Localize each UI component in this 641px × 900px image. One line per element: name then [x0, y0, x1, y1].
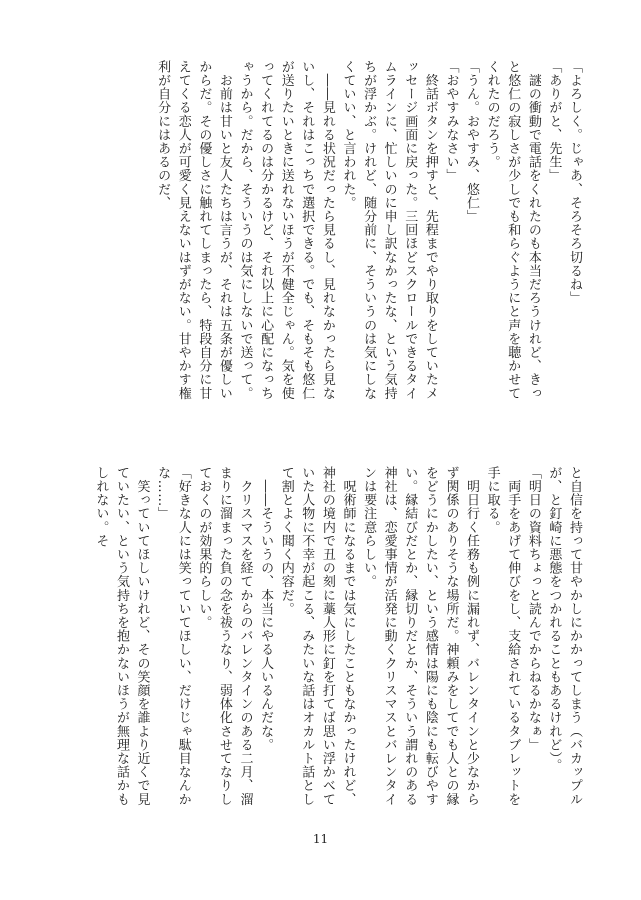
paragraph: 「おやすみなさい」 [443, 60, 459, 183]
paragraph: ――見れる状況だったら見るし、見れなかったら見ないし、それはこっちで選択できる。でも、そもそも悠仁が送りたいときに送れないほうが不健全じゃん。気を使ってくれてるのは分かるけど、それ以上に心配になっちゃうから。だから、そういうのは気にしないで送って。 [237, 60, 335, 400]
paragraph: 「うん。おやすみ、悠仁」 [464, 60, 480, 224]
paragraph: 謎の衝動で電話をくれたのも本当だろうけれど、きっと悠仁の寂しさが少しでも和らぐようにと声を聴かせてくれたのだろう。 [484, 60, 541, 400]
paragraph: 終話ボタンを押すと、先程までやり取りをしていたメッセージ画面に戻った。三回ほどスクロールできるタイムラインに、忙しいのに申し訳なかったな、という気持ちが浮かぶ。けれど、随分前に、そういうのは気にしなくていい、と言われた。 [340, 60, 438, 400]
paragraph: 「ありがと、先生」 [546, 60, 562, 183]
paragraph: ――そういうの、本当にやる人いるんだな。 [258, 466, 274, 752]
paragraph: 「好きな人には笑っていてほしい、だけじゃ駄目なんかな……」 [155, 466, 191, 806]
paragraph: クリスマスを経てからのバレンタインのある二月、溜まりに溜まった負の念を祓うなり、弱体化させてなりしておくのが効果的らしい。 [196, 466, 253, 806]
page-number: 11 [312, 832, 329, 846]
paragraph: 笑っていてほしいけれど、その笑顔を誰より近くで見ていたい、という気持ちを抱かないほうが無理な話かもしれない。そ [93, 466, 150, 806]
paragraph: と自信を持って甘やかしにかかってしまう（バカップルが、と釘崎に悪態をつかれることもあるけれど）。 [546, 466, 582, 806]
paragraph: 「よろしく。じゃあ、そろそろ切るね」 [567, 60, 582, 305]
paragraph: お前は甘いと友人たちは言うが、それは五条が優しいからだ。その優しさに触れてしまったら、特段自分に甘えてくる恋人が可愛く見えないはずがない。甘やかす権利が自分にはあるのだ、 [155, 60, 232, 400]
paragraph: 呪術師になるまでは気にしたこともなかったけれど、神社の境内で丑の刻に藁人形に釘を打てば思い浮かべていた人物に不幸が起こる、みたいな話はオカルト話として割とよく聞く内容だ。 [278, 466, 356, 806]
paragraph: 明日行く任務も例に漏れず、バレンタインと少なからず関係のありそうな場所だ。神頼みをしてでも人との縁をどうにかしたい、という感情は陽にも陰にも転びやすい。縁結びだとか、縁切りだとか、そういう謂れのある神社は、恋愛事情が活発に動くクリスマスとバレンタインは要注意らしい。 [361, 466, 480, 806]
paragraph: 両手をあげて伸びをし、支給されているタブレットを手に取る。 [484, 466, 521, 806]
lower-text-column [64, 466, 584, 806]
upper-text-column [144, 60, 584, 402]
paragraph: 「明日の資料ちょっと読んでからねるかなぁ」 [525, 466, 541, 752]
